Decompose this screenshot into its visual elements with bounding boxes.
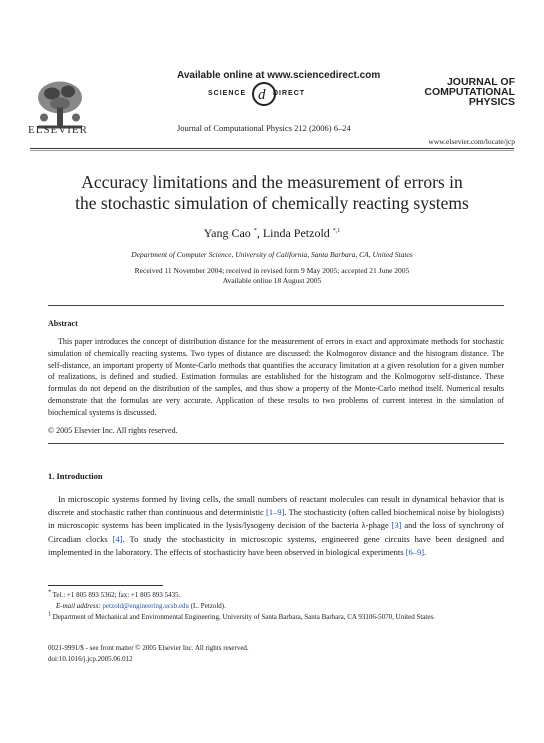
title-line: the stochastic simulation of chemically reacting systems [75,193,469,213]
paragraph-text: In microscopic systems formed by living cells, the small numbers of reactant molecules can result in dynamical behavior that is discrete and stochastic rather than continuous and deterministic [48,494,504,518]
author-mark: * [253,228,257,234]
journal-name [405,77,515,107]
footnote-text: Department of Mechanical and Environmental Engineering, University of Santa Barbara, Santa Barbara, CA 93106-5070, United States. [52,613,435,621]
footnote-mark: 1 [48,611,51,618]
available-online-date: Available online 18 August 2005 [222,276,322,285]
abstract-text: This paper introduces the concept of distribution distance for the measurement of errors in exact and approximate methods for stochastic simulation of chemically reacting systems. Two types of distance are discussed: the Kolmogorov distance and the histogram distance. The self-distance, an important property of Monte-Carlo methods that quantifies the accuracy limitation at a given resolution for a given number of realizations, is defined and studied. Estimation formulas are established for the histogram and the Kolmogorov self-distance. These formulas do not depend on the distribution of the samples, and thus show a property of the Monte-Carlo method itself. Numerical results demonstrate that the formulas are very accurate. Application of these results to two problems of current interest in the simulation of biochemical systems is discussed. [48,337,504,417]
author-name: Yang Cao [203,226,251,240]
email-link[interactable]: petzold@engineering.ucsb.edu [102,602,189,610]
footnote-mark: * [48,589,51,596]
header-rule-thin [30,150,514,151]
citation-link[interactable]: [6–9] [405,546,425,557]
doi-line[interactable]: doi:10.1016/j.jcp.2005.06.012 [48,655,133,663]
footnote-1 [48,590,504,601]
svg-text:d: d [258,87,266,103]
abstract-top-rule [48,305,504,306]
journal-name-line: JOURNAL OF [446,76,515,88]
citation-link[interactable]: [4] [112,533,123,544]
author-mark: *,1 [332,228,341,234]
section-paragraph [48,493,504,559]
header-rule [30,148,514,149]
author-name: Linda Petzold [262,226,330,240]
affiliation: Department of Computer Science, University of California, Santa Barbara, CA, United States [131,250,413,259]
journal-url[interactable]: www.elsevier.com/locate/jcp [428,137,515,146]
abstract-heading: Abstract [48,319,78,328]
paragraph-text: . The stochasticity (often called biochemical noise by biologists) in microscopic systems has been implicated in the lysis/lysogeny decision of the bacteria λ-phage [48,507,504,531]
received-dates: Received 11 November 2004; received in revised form 9 May 2005; accepted 21 June 2005 [134,266,410,275]
sciencedirect-right: DIRECT [273,90,306,97]
publisher-name: ELSEVIER [28,124,88,136]
email-suffix: (L. Petzold). [190,602,226,610]
title-line: Accuracy limitations and the measurement of errors in [81,172,463,192]
footnote-text: Tel.: +1 805 893 5362; fax: +1 805 893 5435. [52,591,181,599]
available-online-banner: Available online at www.sciencedirect.com [177,70,381,81]
paragraph-text: . To study the stochasticity in microscopic systems, engineered gene circuits have been designed and implemented in the laboratory. The effects of stochasticity have been observed in biological experiments [48,533,504,557]
issn-line: 0021-9991/$ - see front matter © 2005 Elsevier Inc. All rights reserved. [48,644,249,652]
journal-name-line: PHYSICS [468,96,515,108]
copyright: © 2005 Elsevier Inc. All rights reserved. [48,426,178,435]
citation-link[interactable]: [3] [391,520,402,531]
article-title [40,172,504,214]
journal-name-line: COMPUTATIONAL [424,86,515,98]
footnote-email [56,601,512,612]
sciencedirect-left: SCIENCE [208,90,247,97]
journal-citation: Journal of Computational Physics 212 (2006) 6–24 [177,123,351,133]
paragraph-text: . [424,546,427,557]
abstract-bottom-rule [48,443,504,444]
footnote-2 [48,612,504,623]
paragraph-text: and the loss of synchrony of Circadian clocks [48,520,504,544]
footnote-rule [48,585,163,586]
email-label: E-mail address: [56,602,101,610]
authors: Yang Cao *, Linda Petzold $^{*,1}$ [203,226,341,240]
citation-link[interactable]: [1–9] [266,507,285,518]
section-heading: 1. Introduction [48,471,103,481]
